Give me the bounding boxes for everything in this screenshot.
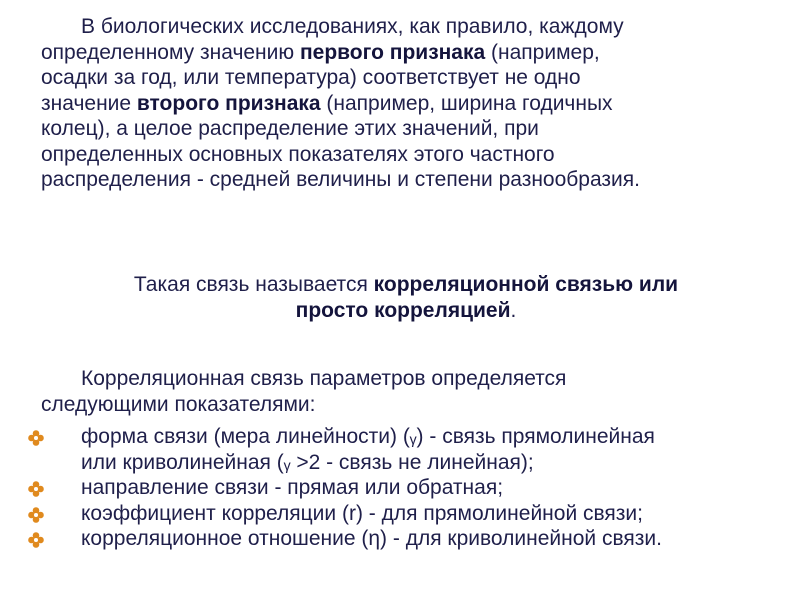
intro-line-2: [41, 40, 771, 66]
bullet-1-line-2: или криволинейная (ᵧ >2 - связь не линейная);: [81, 450, 534, 474]
intro-line-4-c: (например, ширина годичных: [320, 91, 613, 115]
paragraph-definition: [41, 272, 771, 323]
intro-line-2-c: (например,: [485, 40, 600, 64]
definition-line-1-a: Такая связь называется: [133, 273, 374, 296]
list-item: [20, 424, 790, 475]
correlation-link-bold: корреляционной связью или: [373, 273, 679, 296]
paragraph-parameters: [41, 366, 771, 417]
intro-line-3: осадки за год, или температура) соответствует не одно: [41, 66, 581, 89]
intro-line-4-a: значение: [41, 91, 137, 115]
paragraph-intro: [41, 14, 771, 193]
diamond-clover-icon: [28, 507, 44, 523]
intro-line-2-a: определенному значению: [41, 40, 300, 64]
bullet-4-line-1: корреляционное отношение (η) - для криволинейной связи.: [81, 527, 662, 550]
definition-line-2-c: .: [510, 298, 517, 322]
intro-line-1: В биологических исследованиях, как правило, каждому: [81, 15, 624, 38]
parameters-line-1: Корреляционная связь параметров определяется: [81, 367, 567, 390]
diamond-clover-icon: [28, 481, 44, 497]
list-item: [20, 475, 790, 501]
correlation-bold: просто корреляцией: [295, 298, 511, 322]
diamond-clover-icon: [28, 532, 44, 548]
bullet-2-line-1: направление связи - прямая или обратная;: [81, 476, 504, 499]
intro-line-7: распределения - средней величины и степени разнообразия.: [41, 168, 640, 191]
definition-line-2: [41, 298, 771, 324]
bullet-3-line-1: коэффициент корреляции (r) - для прямолинейной связи;: [81, 501, 643, 525]
second-feature-bold: второго признака: [136, 91, 321, 115]
bullet-1-line-1: форма связи (мера линейности) (ᵧ) - связь прямолинейная: [81, 425, 655, 448]
first-feature-bold: первого признака: [299, 40, 486, 64]
intro-line-6: определенных основных показателях этого частного: [41, 142, 555, 166]
intro-line-5: колец), а целое распределение этих значений, при: [41, 117, 539, 140]
bullet-list: [20, 424, 790, 552]
intro-line-4: [41, 91, 771, 117]
list-item: [20, 501, 790, 527]
list-item: [20, 526, 790, 552]
definition-line-1: [41, 272, 771, 298]
parameters-line-2: следующими показателями:: [41, 392, 316, 416]
diamond-clover-icon: [28, 430, 44, 446]
